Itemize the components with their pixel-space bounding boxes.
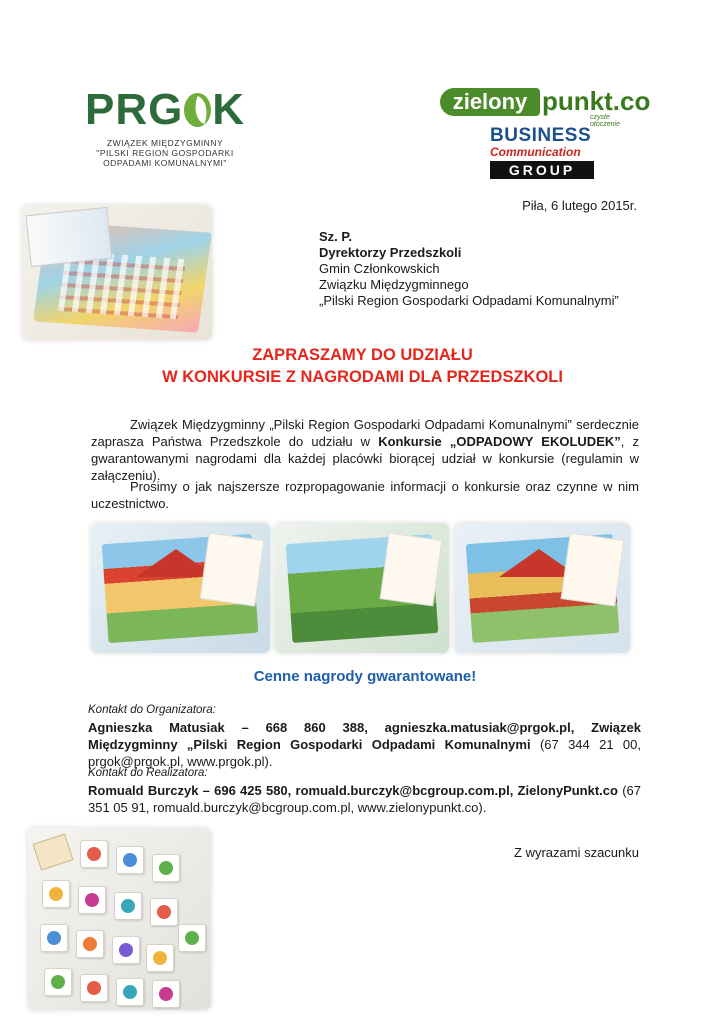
letter-date: Piła, 6 lutego 2015r. bbox=[522, 198, 637, 213]
bcg-business: BUSINESS bbox=[490, 125, 592, 146]
request-paragraph: Prosimy o jak najszersze rozpropagowanie informacji o konkursie oraz czynne w nim uczestnictwo. bbox=[91, 479, 639, 511]
recipient-line: „Pilski Region Gospodarki Odpadami Komunalnymi” bbox=[319, 293, 619, 308]
recipient-line: Związku Międzygminnego bbox=[319, 277, 469, 292]
bcg-group: GROUP bbox=[490, 161, 594, 179]
puzzle-photo-2 bbox=[275, 523, 449, 653]
invitation-paragraph: Związek Międzygminny „Pilski Region Gospodarki Odpadami Komunalnymi” serdecznie zaprasza Państwa Przedszkole do udziału w Konkursie „ODPADOWY EKOLUDEK”, z gwarantowanymi nagrodami dla każdej placówki biorącej udział w konkursie (regulamin w załączeniu). bbox=[91, 417, 639, 483]
recipient-block bbox=[319, 229, 619, 309]
leaf-icon bbox=[184, 93, 211, 127]
prizes-heading: Cenne nagrody gwarantowane! bbox=[253, 668, 477, 685]
prgok-wordmark: PRG K bbox=[85, 85, 245, 134]
headline: ZAPRASZAMY DO UDZIAŁU W KONKURSIE Z NAGRODAMI DLA PRZEDSZKOLI bbox=[162, 346, 563, 386]
realizer-contact: Kontakt do Realizatora: Romuald Burczyk – 696 425 580, romuald.burczyk@bcgroup.com.pl, ZielonyPunkt.co (67 351 05 91, romuald.burczyk@bcgroup.com.pl, www.zielonypunkt.co). bbox=[88, 767, 641, 815]
zielony-wordmark: zielony bbox=[440, 88, 540, 116]
recipient-salutation: Sz. P. bbox=[319, 229, 353, 244]
board-game-photo bbox=[22, 205, 212, 340]
prgok-logo bbox=[85, 85, 245, 168]
bcg-logo bbox=[490, 126, 600, 179]
realizer-label: Kontakt do Realizatora: bbox=[88, 767, 208, 779]
bcg-communication: Communication bbox=[490, 145, 581, 159]
memory-game-photo bbox=[28, 828, 211, 1010]
organizer-contact: Kontakt do Organizatora: Agnieszka Matusiak – 668 860 388, agnieszka.matusiak@prgok.pl, Związek Międzygminny „Pilski Region Gospodarki Odpadami Komunalnymi (67 344 21 00, prgok@prgok.pl, www.prgok.pl). bbox=[88, 704, 641, 769]
recipient-line: Gmin Członkowskich bbox=[319, 261, 440, 276]
recipient-title: Dyrektorzy Przedszkoli bbox=[319, 245, 462, 260]
zielony-tagline: czyste otoczenie bbox=[590, 114, 620, 128]
closing-line: Z wyrazami szacunku bbox=[514, 845, 639, 860]
puzzle-photo-3 bbox=[455, 523, 630, 653]
puzzle-photo-1 bbox=[91, 523, 270, 653]
contest-name: Konkursie „ODPADOWY EKOLUDEK” bbox=[378, 434, 621, 449]
punkt-wordmark: punkt.co bbox=[542, 86, 651, 116]
realizer-details: Romuald Burczyk – 696 425 580, romuald.burczyk@bcgroup.com.pl, ZielonyPunkt.co bbox=[88, 783, 618, 798]
prgok-subtitle: ZWIĄZEK MIĘDZYGMINNY "PILSKI REGION GOSPODARKI ODPADAMI KOMUNALNYMI" bbox=[96, 138, 234, 168]
organizer-details: Agnieszka Matusiak – 668 860 388, agnieszka.matusiak@prgok.pl, Związek Międzygminny „Pilski Region Gospodarki Odpadami Komunalnymi bbox=[88, 720, 641, 752]
zielonypunkt-logo bbox=[440, 86, 651, 128]
organizer-label: Kontakt do Organizatora: bbox=[88, 704, 216, 716]
